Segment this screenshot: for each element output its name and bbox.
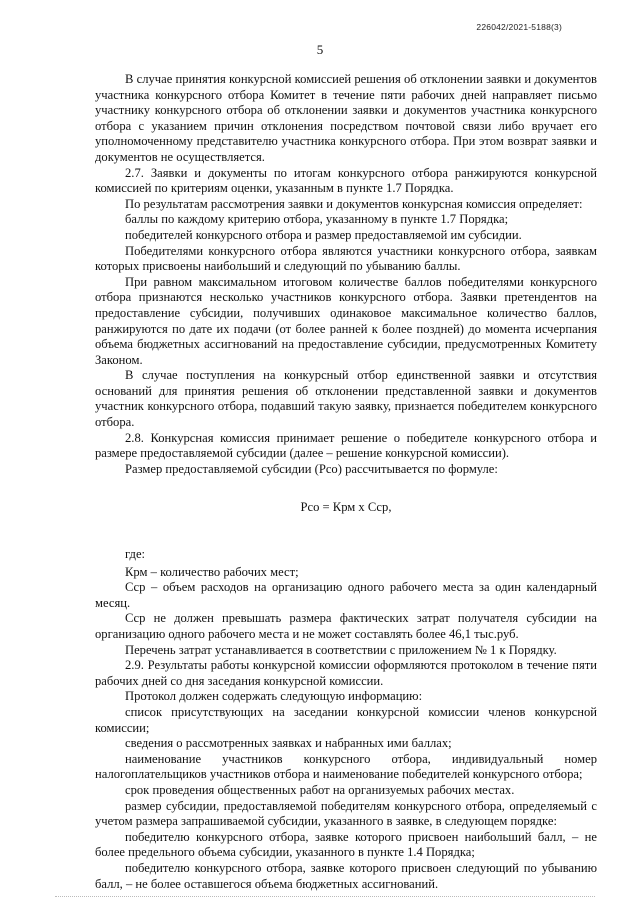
- list-item: баллы по каждому критерию отбора, указанному в пункте 1.7 Порядка;: [125, 212, 509, 227]
- scan-edge-divider: [55, 896, 595, 898]
- formula-term: Крм – количество рабочих мест;: [125, 564, 299, 579]
- list-item: победителей конкурсного отбора и размер предоставляемой им субсидии.: [125, 227, 522, 242]
- list-item: победителю конкурсного отбора, заявке которого присвоен наибольший балл, – не более предельного объема субсидии, указанного в пункте 1.4 Порядка;: [95, 829, 597, 860]
- paragraph: 2.7. Заявки и документы по итогам конкурсного отбора ранжируются конкурсной комиссией по критериям оценки, указанным в пункте 1.7 Порядка.: [95, 165, 597, 196]
- paragraph: Сср не должен превышать размера фактических затрат получателя субсидии на организацию одного рабочего места и не может составлять более 46,1 тыс.руб.: [95, 611, 597, 641]
- paragraph: По результатам рассмотрения заявки и документов конкурсная комиссия определяет:: [125, 196, 583, 211]
- formula-term: Сср – объем расходов на организацию одного рабочего места за один календарный месяц.: [95, 580, 597, 610]
- page-number: 5: [316, 42, 324, 57]
- paragraph: Размер предоставляемой субсидии (Рсо) рассчитывается по формуле:: [125, 461, 498, 476]
- list-item: список присутствующих на заседании конкурсной комиссии членов конкурсной комиссии;: [95, 704, 597, 735]
- paragraph: В случае поступления на конкурсный отбор единственной заявки и отсутствия оснований для принятия решения об отклонении представленной заявки и документов участник конкурсного отбора, подавший такую заявку, признается победителем конкурсного отбора.: [95, 368, 597, 430]
- document-id: 226042/2021-5188(3): [476, 22, 562, 32]
- paragraph: Протокол должен содержать следующую информацию:: [125, 689, 423, 704]
- paragraph: 2.8. Конкурсная комиссия принимает решение о победителе конкурсного отбора и размере предоставляемой субсидии (далее – решение конкурсной комиссии).: [95, 430, 597, 461]
- paragraph: При равном максимальном итоговом количестве баллов победителями конкурсного отбора признаются несколько участников конкурсного отбора. Заявки претендентов на предоставление субсидии, получивших одинаковое максимальное количество баллов, ранжируются по дате их подачи (от более ранней к более поздней) до момента исчерпания объема бюджетных ассигнований на предоставление субсидии, предусмотренных Комитету Законом.: [95, 274, 597, 367]
- formula-where: где:: [125, 547, 146, 562]
- document-body: [95, 72, 597, 892]
- paragraph: Победителями конкурсного отбора являются участники конкурсного отбора, заявкам которых присвоены наибольший и следующий по убыванию баллы.: [95, 243, 597, 274]
- list-item: размер субсидии, предоставляемой победителям конкурсного отбора, определяемый с учетом размера запрашиваемой субсидии, указанного в заявке, в следующем порядке:: [95, 798, 597, 829]
- list-item: победителю конкурсного отбора, заявке которого присвоен следующий по убыванию балл, – не более оставшегося объема бюджетных ассигнований.: [95, 860, 597, 891]
- list-item: срок проведения общественных работ на организуемых рабочих местах.: [125, 782, 515, 797]
- formula: Рсо = Крм х Сср,: [300, 500, 392, 515]
- paragraph: В случае принятия конкурсной комиссией решения об отклонении заявки и документов участника конкурсного отбора Комитет в течение пяти рабочих дней направляет письмо участнику конкурсного отбора об отклонении заявки и документов участника конкурсного отбора с указанием причин отклонения посредством почтовой связи либо вручает его уполномоченному представителю участника конкурсного отбора. При этом возврат заявки и документов не осуществляется.: [95, 72, 597, 164]
- list-item: наименование участников конкурсного отбора, индивидуальный номер налогоплательщиков участников отбора и наименование победителей конкурсного отбора;: [95, 751, 597, 782]
- paragraph: 2.9. Результаты работы конкурсной комиссии оформляются протоколом в течение пяти рабочих дней со дня заседания конкурсной комиссии.: [95, 658, 597, 688]
- paragraph: Перечень затрат устанавливается в соответствии с приложением № 1 к Порядку.: [125, 642, 557, 657]
- list-item: сведения о рассмотренных заявках и набранных ими баллах;: [125, 736, 452, 751]
